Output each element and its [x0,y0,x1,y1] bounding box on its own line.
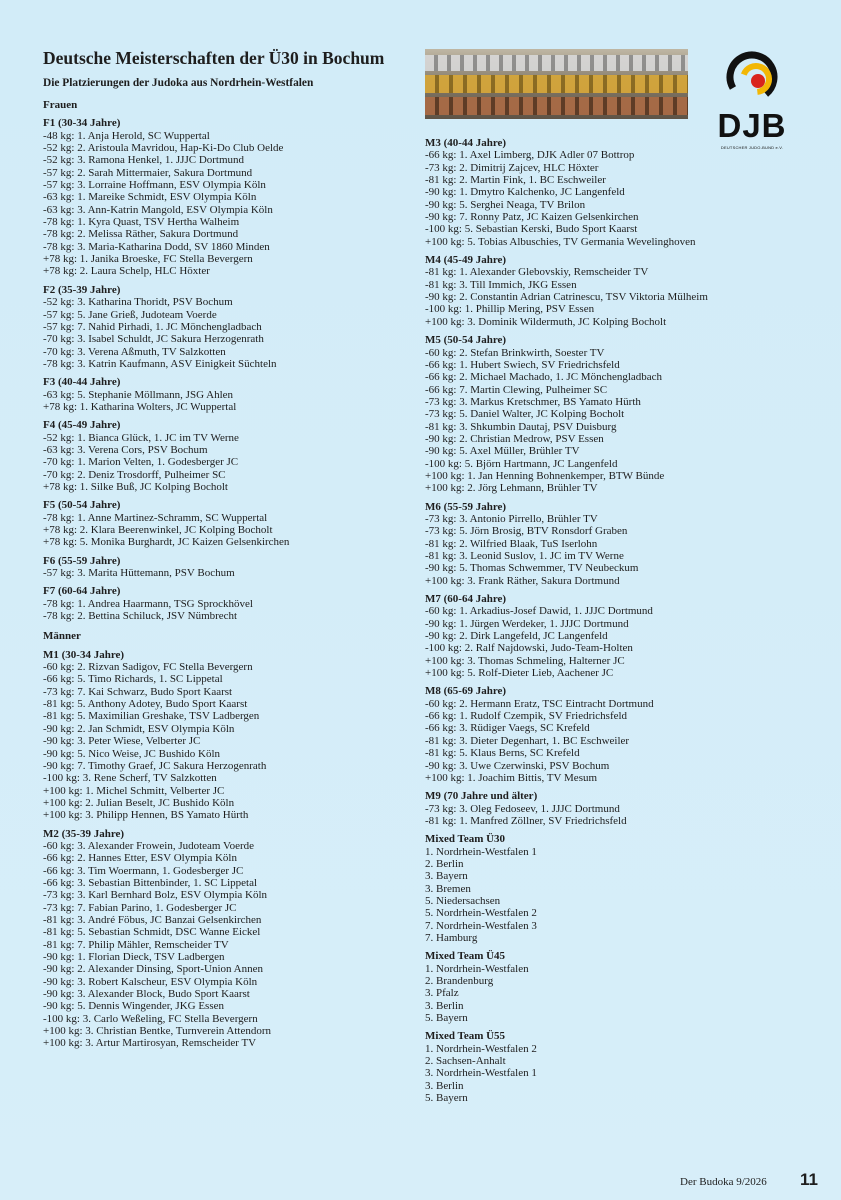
result-line: -90 kg: 5. Nico Weise, JC Bushido Köln [43,747,221,760]
result-line: -63 kg: 3. Ann-Katrin Mangold, ESV Olympia Köln [43,203,273,216]
result-line: +100 kg: 3. Thomas Schmeling, Halterner JC [425,654,625,667]
group-heading: M8 (65-69 Jahre) [425,685,507,698]
result-line: -100 kg: 1. Phillip Mering, PSV Essen [425,303,595,316]
result-line: +78 kg: 5. Monika Burghardt, JC Kaizen Gelsenkirchen [43,536,290,549]
result-line: +100 kg: 5. Rolf-Dieter Lieb, Aachener JC [425,667,614,680]
djb-logo [712,49,792,149]
age-group [425,137,815,248]
result-line: -60 kg: 2. Stefan Brinkwirth, Soester TV [425,346,605,359]
result-line: -90 kg: 1. Florian Dieck, TSV Ladbergen [43,951,225,963]
result-line: +100 kg: 5. Tobias Albuschies, TV Germania Wevelinghoven [425,235,696,248]
group-heading: M2 (35-39 Jahre) [43,827,125,840]
team-group [425,950,815,1024]
result-line: -70 kg: 2. Deniz Trosdorff, Pulheimer SC [43,468,226,481]
result-line: -66 kg: 1. Hubert Swiech, SV Friedrichsfeld [425,358,620,371]
team-groups [425,833,815,1104]
result-line: +100 kg: 3. Dominik Wildermuth, JC Kolping Bocholt [425,315,667,328]
result-line: -73 kg: 3. Karl Bernhard Bolz, ESV Olympia Köln [43,889,268,902]
result-line: -90 kg: 7. Ronny Patz, JC Kaizen Gelsenkirchen [425,211,639,224]
result-line: 3. Bremen [425,882,471,895]
result-line: -73 kg: 3. Markus Kretschmer, BS Yamato Hürth [425,395,641,408]
result-line: -100 kg: 3. Rene Scherf, TV Salzkotten [43,772,217,785]
group-heading: M1 (30-34 Jahre) [43,648,125,661]
results-column-left [43,99,413,1056]
age-group [425,593,815,679]
page-number: 11 [800,1170,818,1189]
result-line: -52 kg: 1. Bianca Glück, 1. JC im TV Werne [43,431,239,444]
group-heading: M4 (45-49 Jahre) [425,254,507,267]
result-line: -78 kg: 3. Maria-Katharina Dodd, SV 1860 Minden [43,240,270,253]
result-line: -57 kg: 3. Lorraine Hoffmann, ESV Olympia Köln [43,179,266,192]
result-line: -81 kg: 1. Manfred Zöllner, SV Friedrichsfeld [425,814,627,827]
result-line: -73 kg: 3. Oleg Fedoseev, 1. JJJC Dortmund [425,802,620,815]
group-heading: Mixed Team Ü30 [425,833,506,846]
result-line: +78 kg: 2. Laura Schelp, HLC Höxter [43,265,210,278]
result-line: +100 kg: 1. Jan Henning Bohnenkemper, BTW Bünde [425,469,665,482]
result-line: -57 kg: 7. Nahid Pirhadi, 1. JC Mönchengladbach [43,320,262,333]
result-line: -90 kg: 5. Axel Müller, Brühler TV [425,445,580,458]
result-line: -81 kg: 3. Shkumbin Dautaj, PSV Duisburg [425,420,617,433]
result-line: -63 kg: 3. Verena Cors, PSV Bochum [43,443,208,456]
group-heading: F2 (35-39 Jahre) [43,283,121,296]
result-line: +100 kg: 2. Julian Beselt, JC Bushido Köln [43,796,235,809]
group-heading: M7 (60-64 Jahre) [425,593,507,606]
group-heading: Mixed Team Ü45 [425,950,506,963]
article-subtitle: Die Platzierungen der Judoka aus Nordrhein-Westfalen [43,77,314,89]
result-line: -78 kg: 1. Kyra Quast, TSV Hertha Walheim [43,216,240,229]
age-group [425,254,815,328]
result-line: 5. Bayern [425,1012,468,1025]
result-line: -73 kg: 7. Kai Schwarz, Budo Sport Kaarst [43,685,233,698]
result-line: +100 kg: 2. Jörg Lehmann, Brühler TV [425,482,598,495]
result-line: 1. Nordrhein-Westfalen 2 [425,1042,537,1055]
result-line: 3. Bayern [425,870,468,883]
age-group [43,117,413,277]
result-line: 3. Nordrhein-Westfalen 1 [425,1067,537,1080]
group-heading: F6 (55-59 Jahre) [43,554,121,567]
result-line: -81 kg: 3. Leonid Suslov, 1. JC im TV Werne [425,550,624,562]
result-line: -81 kg: 3. Till Immich, JKG Essen [425,278,577,291]
result-line: -66 kg: 1. Rudolf Czempik, SV Friedrichsfeld [425,710,628,723]
result-line: 3. Berlin [425,999,464,1012]
result-line: -60 kg: 3. Alexander Frowein, Judoteam Voerde [43,839,254,852]
result-line: -100 kg: 5. Sebastian Kerski, Budo Sport Kaarst [425,223,638,236]
result-line: -66 kg: 3. Rüdiger Vaegs, SC Krefeld [425,722,590,735]
group-heading: Mixed Team Ü55 [425,1030,506,1043]
group-heading: M6 (55-59 Jahre) [425,500,507,513]
result-line: -60 kg: 1. Arkadius-Josef Dawid, 1. JJJC Dortmund [425,605,653,618]
result-line: 1. Nordrhein-Westfalen [425,962,529,975]
group-heading: M5 (50-54 Jahre) [425,334,507,347]
result-line: 2. Sachsen-Anhalt [425,1055,506,1068]
result-line: 2. Berlin [425,857,464,870]
result-line: +100 kg: 3. Artur Martirosyan, Remscheider TV [43,1037,257,1050]
result-line: -52 kg: 2. Aristoula Mavridou, Hap-Ki-Do Club Oelde [43,142,284,155]
result-line: 3. Pfalz [425,987,459,1000]
result-line: 2. Brandenburg [425,975,494,987]
age-group [43,284,413,370]
logo-subtext: DEUTSCHER JUDO-BUND e.V. [720,145,784,150]
frauen-groups [43,117,413,622]
age-group [43,419,413,493]
result-line: -78 kg: 1. Andrea Haarmann, TSG Sprockhövel [43,597,253,610]
result-line: -66 kg: 3. Sebastian Bittenbinder, 1. SC Lippetal [43,876,258,889]
result-line: -90 kg: 2. Alexander Dinsing, Sport-Union Annen [43,963,263,976]
result-line: 3. Berlin [425,1079,464,1092]
result-line: -60 kg: 2. Hermann Eratz, TSC Eintracht Dortmund [425,697,654,710]
result-line: -81 kg: 5. Maximilian Greshake, TSV Ladbergen [43,710,260,723]
group-heading: M3 (40-44 Jahre) [425,137,507,149]
result-line: -52 kg: 3. Ramona Henkel, 1. JJJC Dortmund [43,154,245,167]
result-line: -90 kg: 5. Dennis Wingender, JKG Essen [43,1000,225,1013]
result-line: -70 kg: 1. Marion Velten, 1. Godesberger JC [43,456,239,469]
result-line: +100 kg: 3. Frank Räther, Sakura Dortmund [425,574,620,587]
result-line: -90 kg: 1. Jürgen Werdeker, 1. JJJC Dortmund [425,617,629,630]
section-maenner: Männer [43,630,81,643]
result-line: -90 kg: 5. Serghei Neaga, TV Brilon [425,198,586,211]
group-heading: F7 (60-64 Jahre) [43,585,121,598]
result-line: -73 kg: 5. Daniel Walter, JC Kolping Bocholt [425,408,625,421]
result-line: -78 kg: 3. Katrin Kaufmann, ASV Einigkeit Süchteln [43,357,277,370]
medals-photo [425,49,688,119]
group-heading: M9 (70 Jahre und älter) [425,790,538,803]
result-line: -78 kg: 1. Anne Martinez-Schramm, SC Wuppertal [43,511,268,524]
age-group [425,685,815,784]
result-line: -73 kg: 7. Fabian Parino, 1. Godesberger JC [43,901,237,914]
result-line: -81 kg: 5. Klaus Berns, SC Krefeld [425,747,580,760]
result-line: +78 kg: 1. Silke Buß, JC Kolping Bocholt [43,480,228,493]
result-line: -66 kg: 7. Martin Clewing, Pulheimer SC [425,383,608,396]
results-column-right [425,137,815,1110]
result-line: -73 kg: 5. Jörn Brosig, BTV Ronsdorf Graben [425,525,628,538]
team-group [425,1030,815,1104]
result-line: -73 kg: 3. Antonio Pirrello, Brühler TV [425,512,598,525]
result-line: -81 kg: 1. Alexander Glebovskiy, Remscheider TV [425,266,649,279]
result-line: -90 kg: 2. Dirk Langefeld, JC Langenfeld [425,630,608,643]
result-line: +100 kg: 1. Michel Schmitt, Velberter JC [43,784,225,797]
age-group [425,790,815,827]
age-group [43,649,413,822]
result-line: 5. Nordrhein-Westfalen 2 [425,907,537,920]
result-line: -66 kg: 2. Hannes Etter, ESV Olympia Köln [43,852,237,865]
result-line: -90 kg: 3. Peter Wiese, Velberter JC [43,735,201,748]
result-line: -90 kg: 7. Timothy Graef, JC Sakura Herzogenrath [43,759,267,772]
age-group [425,501,815,587]
group-heading: F3 (40-44 Jahre) [43,376,121,389]
result-line: -81 kg: 7. Philip Mähler, Remscheider TV [43,938,229,951]
djb-emblem-icon [712,49,792,109]
result-line: +100 kg: 3. Philipp Hennen, BS Yamato Hürth [43,809,249,822]
result-line: -70 kg: 3. Verena Aßmuth, TV Salzkotten [43,345,226,358]
maenner-groups-left [43,649,413,1050]
result-line: -63 kg: 5. Stephanie Möllmann, JSG Ahlen [43,388,234,401]
team-group [425,833,815,944]
result-line: +78 kg: 1. Katharina Wolters, JC Wuppertal [43,400,237,413]
result-line: 1. Nordrhein-Westfalen 1 [425,845,537,858]
result-line: -81 kg: 5. Anthony Adotey, Budo Sport Kaarst [43,698,248,711]
result-line: -63 kg: 1. Mareike Schmidt, ESV Olympia Köln [43,191,257,204]
result-line: -90 kg: 2. Jan Schmidt, ESV Olympia Köln [43,722,235,735]
result-line: -66 kg: 3. Tim Woermann, 1. Godesberger JC [43,864,244,877]
section-frauen: Frauen [43,99,78,111]
logo-text: DJB [717,107,787,144]
result-line: -90 kg: 1. Dmytro Kalchenko, JC Langenfeld [425,186,625,199]
result-line: -90 kg: 2. Constantin Adrian Catrinescu, TSV Viktoria Mülheim [425,291,708,304]
result-line: -81 kg: 5. Sebastian Schmidt, DSC Wanne Eickel [43,926,261,939]
result-line: -100 kg: 2. Ralf Najdowski, Judo-Team-Holten [425,642,633,655]
result-line: -90 kg: 3. Alexander Block, Budo Sport Kaarst [43,988,250,1001]
result-line: -57 kg: 5. Jane Grieß, Judoteam Voerde [43,308,217,321]
group-heading: F4 (45-49 Jahre) [43,419,121,432]
result-line: -90 kg: 3. Robert Kalscheur, ESV Olympia Köln [43,975,258,988]
result-line: +78 kg: 1. Janika Broeske, FC Stella Bevergern [43,253,253,266]
result-line: -66 kg: 2. Michael Machado, 1. JC Mönchengladbach [425,371,663,384]
result-line: +100 kg: 3. Christian Bentke, Turnverein Attendorn [43,1025,272,1038]
group-heading: F5 (50-54 Jahre) [43,499,121,512]
result-line: +78 kg: 2. Klara Beerenwinkel, JC Kolping Bocholt [43,524,273,536]
result-line: -81 kg: 3. André Föbus, JC Banzai Gelsenkirchen [43,913,262,926]
age-group [43,376,413,413]
result-line: -48 kg: 1. Anja Herold, SC Wuppertal [43,129,210,142]
age-group [43,499,413,548]
result-line: -66 kg: 5. Timo Richards, 1. SC Lippetal [43,673,223,686]
maenner-groups-right [425,137,815,827]
result-line: -90 kg: 2. Christian Medrow, PSV Essen [425,432,604,445]
article-title: Deutsche Meisterschaften der Ü30 in Bochum [43,48,385,68]
result-line: -90 kg: 3. Uwe Czerwinski, PSV Bochum [425,759,610,772]
result-line: -90 kg: 5. Thomas Schwemmer, TV Neubeckum [425,562,639,575]
result-line: 5. Niedersachsen [425,894,501,907]
age-group [43,585,413,622]
result-line: -78 kg: 2. Melissa Räther, Sakura Dortmund [43,228,239,241]
result-line: -100 kg: 5. Björn Hartmann, JC Langenfeld [425,457,618,470]
result-line: 5. Bayern [425,1092,468,1105]
result-line: +100 kg: 1. Joachim Bittis, TV Mesum [425,771,598,784]
result-line: -81 kg: 2. Wilfried Blaak, TuS Iserlohn [425,537,598,550]
result-line: -57 kg: 2. Sarah Mittermaier, Sakura Dortmund [43,166,253,179]
age-group [43,555,413,580]
result-line: -60 kg: 2. Rizvan Sadigov, FC Stella Bevergern [43,661,253,674]
result-line: 7. Hamburg [425,931,478,944]
result-line: -81 kg: 2. Martin Fink, 1. BC Eschweiler [425,174,606,187]
age-group [425,334,815,494]
result-line: -73 kg: 2. Dimitrij Zajcev, HLC Höxter [425,161,599,174]
result-line: -52 kg: 3. Katharina Thoridt, PSV Bochum [43,296,233,309]
result-line: -81 kg: 3. Dieter Degenhart, 1. BC Eschweiler [425,734,630,747]
magazine-footer: Der Budoka 9/2026 [680,1176,767,1188]
age-group [43,828,413,1050]
result-line: 7. Nordrhein-Westfalen 3 [425,919,537,932]
result-line: -100 kg: 3. Carlo Weßeling, FC Stella Bevergern [43,1012,258,1025]
result-line: -70 kg: 3. Isabel Schuldt, JC Sakura Herzogenrath [43,333,264,346]
group-heading: F1 (30-34 Jahre) [43,117,121,130]
result-line: -66 kg: 1. Axel Limberg, DJK Adler 07 Bottrop [425,149,635,162]
result-line: -78 kg: 2. Bettina Schiluck, JSV Nümbrecht [43,610,238,623]
result-line: -57 kg: 3. Marita Hüttemann, PSV Bochum [43,567,235,580]
